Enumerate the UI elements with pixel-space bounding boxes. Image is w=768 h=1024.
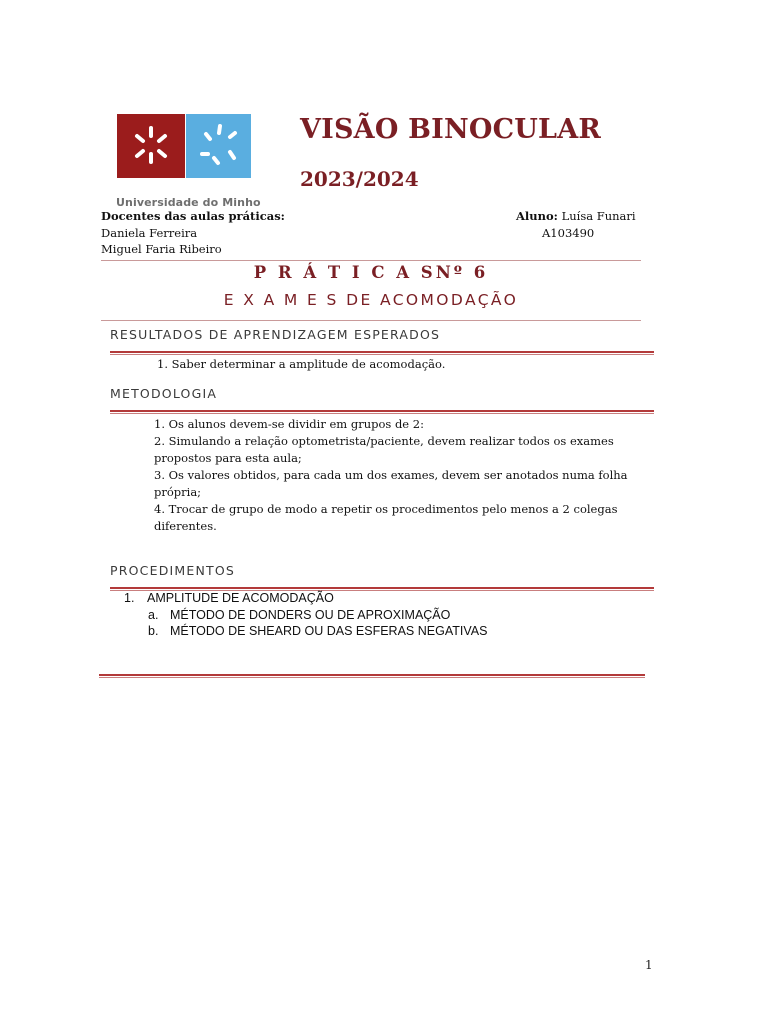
section-heading-methodology: METODOLOGIA [110,386,218,401]
student-name: Luísa Funari [561,209,636,223]
list-line: propostos para esta aula; [154,451,302,465]
list-line: 4. Trocar de grupo de modo a repetir os procedimentos pelo menos a 2 colegas [154,502,618,516]
closing-rule [99,674,645,678]
procedure-item: AMPLITUDE DE ACOMODAÇÃO [147,591,334,605]
section-heading-procedures: PROCEDIMENTOS [110,563,236,578]
logo-dispersed-mark-icon [186,114,251,178]
logo-mark-icon [117,114,185,178]
procedure-subitem: MÉTODO DE DONDERS OU DE APROXIMAÇÃO [170,608,451,622]
lecturers-label: Docentes das aulas práticas: [101,209,285,223]
section-rule [110,351,654,355]
university-logo-blue-panel [186,114,251,178]
practice-title: P R Á T I C A SNº 6 [253,263,489,282]
procedure-number: 1. [124,591,135,605]
student-info [516,209,636,223]
procedure-subitem-label: a. [148,608,159,622]
list-line: própria; [154,485,202,499]
academic-year: 2023/2024 [300,167,419,191]
list-line: diferentes. [154,519,217,533]
practice-subtitle: E X A M E S DE ACOMODAÇÃO [223,291,519,309]
list-line: 1. Os alunos devem-se dividir em grupos de 2: [154,417,424,431]
divider [101,260,641,261]
list-line: 2. Simulando a relação optometrista/paciente, devem realizar todos os exames [154,434,614,448]
section-heading-outcomes: RESULTADOS DE APRENDIZAGEM ESPERADOS [110,327,441,342]
list-item: 1. Saber determinar a amplitude de acomodação. [157,357,446,371]
procedure-subitem-label: b. [148,624,159,638]
procedure-subitem: MÉTODO DE SHEARD OU DAS ESFERAS NEGATIVAS [170,624,488,638]
divider [101,320,641,321]
section-rule [110,410,654,414]
lecturer-name: Daniela Ferreira [101,226,198,240]
university-name: Universidade do Minho [116,196,261,209]
document-title: VISÃO BINOCULAR [300,114,602,145]
methodology-list [154,416,628,535]
student-number: A103490 [542,226,595,240]
list-line: 3. Os valores obtidos, para cada um dos exames, devem ser anotados numa folha [154,468,628,482]
page-number: 1 [645,958,653,972]
lecturer-name: Miguel Faria Ribeiro [101,242,222,256]
student-label: Aluno: [516,209,558,223]
university-logo-red-panel [117,114,185,178]
